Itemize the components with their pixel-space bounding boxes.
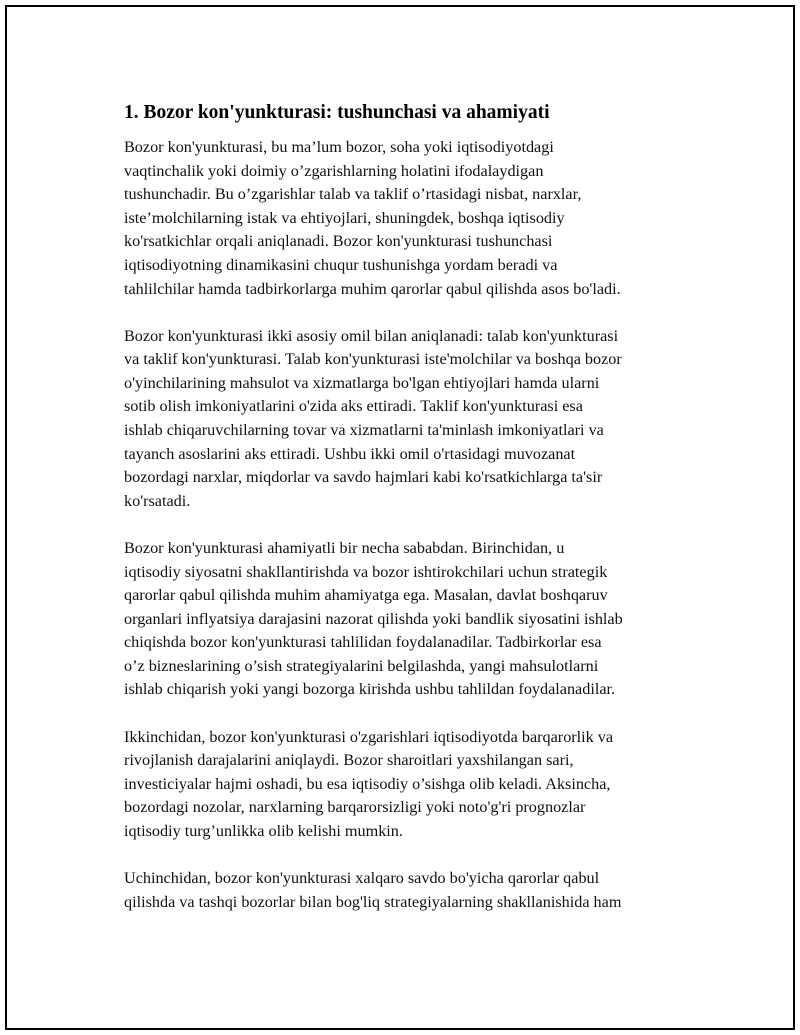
- text-line: rivojlanish darajalarini aniqlaydi. Bozor sharoitlari yaxshilangan sari,: [124, 751, 574, 770]
- text-line: ko'rsatadi.: [124, 491, 191, 510]
- paragraph-1: [124, 136, 699, 301]
- section-heading: 1. Bozor kon'yunkturasi: tushunchasi va ahamiyati: [124, 102, 550, 123]
- paragraph-2: [124, 325, 699, 514]
- text-line: qarorlar qabul qilishda muhim ahamiyatga ega. Masalan, davlat boshqaruv: [124, 586, 608, 605]
- text-line: iqtisodiy turg’unlikka olib kelishi mumkin.: [124, 821, 403, 840]
- text-line: o’z bizneslarining o’sish strategiyalarini belgilashda, yangi mahsulotlarni: [124, 656, 599, 675]
- text-line: qilishda va tashqi bozorlar bilan bog'liq strategiyalarning shakllanishida ham: [124, 892, 622, 911]
- text-line: va taklif kon'yunkturasi. Talab kon'yunkturasi iste'molchilar va boshqa bozor: [124, 350, 622, 369]
- text-line: investiciyalar hajmi oshadi, bu esa iqtisodiy o’sishga olib keladi. Aksincha,: [124, 774, 611, 793]
- text-line: organlari inflyatsiya darajasini nazorat qilishda yoki bandlik siyosatini ishlab: [124, 609, 623, 628]
- text-line: Bozor kon'yunkturasi ahamiyatli bir necha sababdan. Birinchidan, u: [124, 538, 565, 557]
- text-line: Uchinchidan, bozor kon'yunkturasi xalqaro savdo bo'yicha qarorlar qabul: [124, 869, 600, 888]
- text-line: bozordagi nozolar, narxlarning barqarorsizligi yoki noto'g'ri prognozlar: [124, 798, 586, 817]
- text-line: ishlab chiqaruvchilarning tovar va xizmatlarni ta'minlash imkoniyatlari va: [124, 421, 604, 440]
- text-line: iqtisodiy siyosatni shakllantirishda va bozor ishtirokchilari uchun strategik: [124, 562, 608, 581]
- text-line: o'yinchilarining mahsulot va xizmatlarga bo'lgan ehtiyojlari hamda ularni: [124, 373, 600, 392]
- text-line: Bozor kon'yunkturasi ikki asosiy omil bilan aniqlanadi: talab kon'yunkturasi: [124, 326, 619, 345]
- text-line: Ikkinchidan, bozor kon'yunkturasi o'zgarishlari iqtisodiyotda barqarorlik va: [124, 727, 614, 746]
- text-line: tushunchadir. Bu o’zgarishlar talab va taklif o’rtasidagi nisbat, narxlar,: [124, 185, 582, 204]
- text-line: bozordagi narxlar, miqdorlar va savdo hajmlari kabi ko'rsatkichlarga ta'sir: [124, 468, 603, 487]
- text-line: iqtisodiyotning dinamikasini chuqur tushunishga yordam beradi va: [124, 255, 558, 274]
- text-line: ishlab chiqarish yoki yangi bozorga kirishda ushbu tahlildan foydalanadilar.: [124, 680, 616, 699]
- text-line: tahlilchilar hamda tadbirkorlarga muhim qarorlar qabul qilishda asos bo'ladi.: [124, 279, 621, 298]
- paragraph-3: [124, 537, 699, 702]
- paragraph-4: [124, 726, 699, 844]
- text-line: tayanch asoslarini aks ettiradi. Ushbu ikki omil o'rtasidagi muvozanat: [124, 444, 576, 463]
- text-line: sotib olish imkoniyatlarini o'zida aks ettiradi. Taklif kon'yunkturasi esa: [124, 397, 583, 416]
- text-line: ko'rsatkichlar orqali aniqlanadi. Bozor kon'yunkturasi tushunchasi: [124, 232, 553, 251]
- page-frame: [5, 5, 795, 1030]
- text-line: Bozor kon'yunkturasi, bu ma’lum bozor, soha yoki iqtisodiyotdagi: [124, 138, 554, 156]
- document-body: [119, 100, 699, 938]
- text-line: vaqtinchalik yoki doimiy o’zgarishlarning holatini ifodalaydigan: [124, 161, 544, 180]
- paragraph-5: [124, 867, 699, 914]
- text-line: chiqishda bozor kon'yunkturasi tahlilidan foydalanadilar. Tadbirkorlar esa: [124, 633, 602, 652]
- text-line: iste’molchilarning istak va ehtiyojlari, shuningdek, boshqa iqtisodiy: [124, 208, 565, 227]
